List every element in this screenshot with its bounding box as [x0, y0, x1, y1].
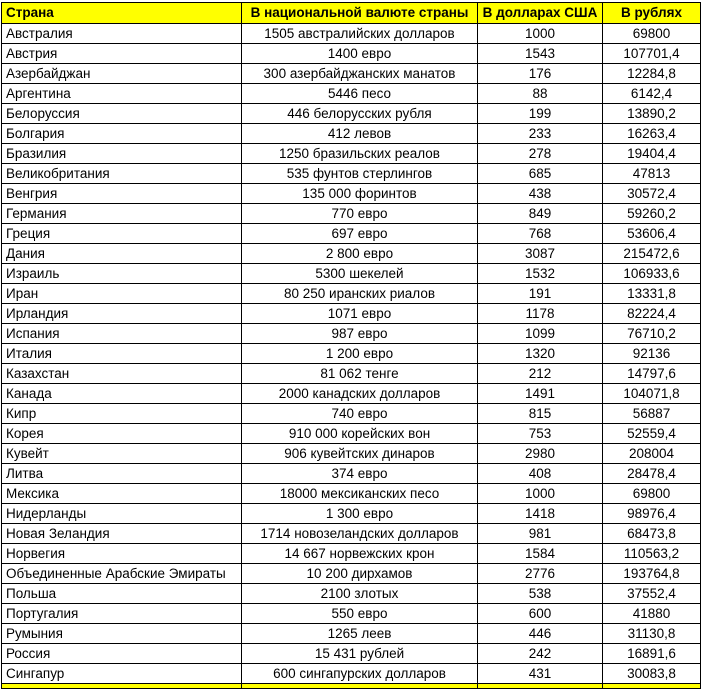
- cell-usd: 2776: [478, 564, 603, 584]
- cell-usd: 538: [478, 584, 603, 604]
- table-row: [2, 344, 701, 364]
- table-row: [2, 304, 701, 324]
- cell-national-currency: 535 фунтов стерлингов: [242, 164, 478, 184]
- cell-country: Бразилия: [2, 144, 242, 164]
- cell-country: Венгрия: [2, 184, 242, 204]
- cell-national-currency: 446 белорусских рубля: [242, 104, 478, 124]
- header-row: [2, 3, 701, 24]
- table-body: [2, 24, 701, 689]
- cell-country: Испания: [2, 324, 242, 344]
- cell-rub: 30083,8: [603, 664, 701, 684]
- cell-national-currency: 906 кувейтских динаров: [242, 444, 478, 464]
- cell-usd: 2980: [478, 444, 603, 464]
- cell-country: Болгария: [2, 124, 242, 144]
- cell-rub: 30572,4: [603, 184, 701, 204]
- table-row: [2, 44, 701, 64]
- cell-usd: 981: [478, 524, 603, 544]
- cell-country: Казахстан: [2, 364, 242, 384]
- cell-usd: 199: [478, 104, 603, 124]
- cell-rub: 41880: [603, 604, 701, 624]
- table-row: [2, 264, 701, 284]
- cell-national-currency: 18000 мексиканских песо: [242, 484, 478, 504]
- cell-country: Новая Зеландия: [2, 524, 242, 544]
- cell-national-currency: 81 062 тенге: [242, 364, 478, 384]
- table-row: [2, 84, 701, 104]
- cell-rub: 6142,4: [603, 84, 701, 104]
- cell-partial: [478, 684, 603, 689]
- cell-rub: 13890,2: [603, 104, 701, 124]
- table-row: [2, 64, 701, 84]
- cell-country: Объединенные Арабские Эмираты: [2, 564, 242, 584]
- cell-country: Корея: [2, 424, 242, 444]
- cell-national-currency: 15 431 рублей: [242, 644, 478, 664]
- cell-rub: 106933,6: [603, 264, 701, 284]
- table-row: [2, 484, 701, 504]
- cell-country: Норвегия: [2, 544, 242, 564]
- cell-national-currency: 1 200 евро: [242, 344, 478, 364]
- cell-usd: 1320: [478, 344, 603, 364]
- cell-country: Польша: [2, 584, 242, 604]
- table-row-partial: [2, 684, 701, 689]
- cell-national-currency: 80 250 иранских риалов: [242, 284, 478, 304]
- cell-country: Великобритания: [2, 164, 242, 184]
- cell-usd: 212: [478, 364, 603, 384]
- cell-usd: 176: [478, 64, 603, 84]
- cell-national-currency: 5300 шекелей: [242, 264, 478, 284]
- salary-table: [1, 2, 701, 689]
- cell-usd: 685: [478, 164, 603, 184]
- cell-usd: 1532: [478, 264, 603, 284]
- cell-country: Сингапур: [2, 664, 242, 684]
- cell-usd: 1543: [478, 44, 603, 64]
- cell-national-currency: 2100 злотых: [242, 584, 478, 604]
- table-row: [2, 444, 701, 464]
- table-row: [2, 564, 701, 584]
- cell-national-currency: 1400 евро: [242, 44, 478, 64]
- cell-usd: 1418: [478, 504, 603, 524]
- cell-usd: 1584: [478, 544, 603, 564]
- cell-country: Австрия: [2, 44, 242, 64]
- cell-rub: 37552,4: [603, 584, 701, 604]
- cell-national-currency: 697 евро: [242, 224, 478, 244]
- header-country: Страна: [2, 3, 242, 24]
- cell-rub: 69800: [603, 484, 701, 504]
- cell-national-currency: 135 000 форинтов: [242, 184, 478, 204]
- cell-partial: [2, 684, 242, 689]
- table-row: [2, 624, 701, 644]
- cell-rub: 110563,2: [603, 544, 701, 564]
- table-row: [2, 164, 701, 184]
- cell-country: Азербайджан: [2, 64, 242, 84]
- cell-usd: 753: [478, 424, 603, 444]
- cell-country: Израиль: [2, 264, 242, 284]
- table-row: [2, 284, 701, 304]
- table-row: [2, 24, 701, 44]
- cell-rub: 215472,6: [603, 244, 701, 264]
- cell-rub: 13331,8: [603, 284, 701, 304]
- table-row: [2, 584, 701, 604]
- table-row: [2, 364, 701, 384]
- cell-national-currency: 1714 новозеландских долларов: [242, 524, 478, 544]
- cell-national-currency: 600 сингапурских долларов: [242, 664, 478, 684]
- cell-country: Нидерланды: [2, 504, 242, 524]
- cell-country: Румыния: [2, 624, 242, 644]
- cell-usd: 1491: [478, 384, 603, 404]
- header-usd: В долларах США: [478, 3, 603, 24]
- table-row: [2, 664, 701, 684]
- cell-usd: 1178: [478, 304, 603, 324]
- cell-partial: [242, 684, 478, 689]
- cell-rub: 76710,2: [603, 324, 701, 344]
- cell-rub: 69800: [603, 24, 701, 44]
- cell-usd: 431: [478, 664, 603, 684]
- table-row: [2, 124, 701, 144]
- cell-national-currency: 412 левов: [242, 124, 478, 144]
- cell-national-currency: 5446 песо: [242, 84, 478, 104]
- cell-national-currency: 740 евро: [242, 404, 478, 424]
- cell-country: Кипр: [2, 404, 242, 424]
- cell-country: Мексика: [2, 484, 242, 504]
- table-row: [2, 604, 701, 624]
- cell-national-currency: 2 800 евро: [242, 244, 478, 264]
- cell-national-currency: 1 300 евро: [242, 504, 478, 524]
- cell-national-currency: 1505 австралийских долларов: [242, 24, 478, 44]
- cell-usd: 849: [478, 204, 603, 224]
- header-national-currency: В национальной валюте страны: [242, 3, 478, 24]
- cell-rub: 28478,4: [603, 464, 701, 484]
- cell-usd: 3087: [478, 244, 603, 264]
- cell-rub: 92136: [603, 344, 701, 364]
- cell-country: Ирландия: [2, 304, 242, 324]
- cell-rub: 14797,6: [603, 364, 701, 384]
- cell-partial: [603, 684, 701, 689]
- cell-country: Литва: [2, 464, 242, 484]
- cell-rub: 19404,4: [603, 144, 701, 164]
- table-row: [2, 504, 701, 524]
- cell-country: Австралия: [2, 24, 242, 44]
- cell-usd: 88: [478, 84, 603, 104]
- cell-national-currency: 10 200 дирхамов: [242, 564, 478, 584]
- cell-national-currency: 1265 леев: [242, 624, 478, 644]
- cell-country: Германия: [2, 204, 242, 224]
- cell-national-currency: 14 667 норвежских крон: [242, 544, 478, 564]
- table-row: [2, 544, 701, 564]
- table-row: [2, 244, 701, 264]
- cell-usd: 1099: [478, 324, 603, 344]
- table-row: [2, 404, 701, 424]
- cell-national-currency: 770 евро: [242, 204, 478, 224]
- cell-rub: 107701,4: [603, 44, 701, 64]
- table-row: [2, 424, 701, 444]
- cell-rub: 82224,4: [603, 304, 701, 324]
- cell-rub: 59260,2: [603, 204, 701, 224]
- cell-country: Италия: [2, 344, 242, 364]
- cell-rub: 12284,8: [603, 64, 701, 84]
- cell-national-currency: 910 000 корейских вон: [242, 424, 478, 444]
- table-row: [2, 464, 701, 484]
- cell-country: Аргентина: [2, 84, 242, 104]
- cell-national-currency: 1071 евро: [242, 304, 478, 324]
- cell-rub: 53606,4: [603, 224, 701, 244]
- cell-rub: 16263,4: [603, 124, 701, 144]
- cell-usd: 408: [478, 464, 603, 484]
- cell-usd: 233: [478, 124, 603, 144]
- cell-usd: 815: [478, 404, 603, 424]
- cell-usd: 438: [478, 184, 603, 204]
- table-row: [2, 524, 701, 544]
- cell-usd: 1000: [478, 484, 603, 504]
- table-row: [2, 104, 701, 124]
- table-row: [2, 144, 701, 164]
- cell-country: Кувейт: [2, 444, 242, 464]
- cell-rub: 68473,8: [603, 524, 701, 544]
- cell-rub: 16891,6: [603, 644, 701, 664]
- cell-national-currency: 987 евро: [242, 324, 478, 344]
- cell-rub: 56887: [603, 404, 701, 424]
- cell-country: Россия: [2, 644, 242, 664]
- table-row: [2, 184, 701, 204]
- cell-usd: 768: [478, 224, 603, 244]
- cell-country: Португалия: [2, 604, 242, 624]
- table-row: [2, 644, 701, 664]
- cell-rub: 31130,8: [603, 624, 701, 644]
- cell-country: Иран: [2, 284, 242, 304]
- cell-country: Греция: [2, 224, 242, 244]
- cell-rub: 104071,8: [603, 384, 701, 404]
- cell-rub: 193764,8: [603, 564, 701, 584]
- cell-usd: 278: [478, 144, 603, 164]
- cell-usd: 600: [478, 604, 603, 624]
- table-row: [2, 384, 701, 404]
- cell-country: Белоруссия: [2, 104, 242, 124]
- table-row: [2, 204, 701, 224]
- cell-rub: 52559,4: [603, 424, 701, 444]
- cell-country: Дания: [2, 244, 242, 264]
- cell-usd: 446: [478, 624, 603, 644]
- cell-country: Канада: [2, 384, 242, 404]
- cell-national-currency: 374 евро: [242, 464, 478, 484]
- cell-national-currency: 300 азербайджанских манатов: [242, 64, 478, 84]
- cell-usd: 242: [478, 644, 603, 664]
- header-rub: В рублях: [603, 3, 701, 24]
- cell-rub: 47813: [603, 164, 701, 184]
- table-row: [2, 224, 701, 244]
- cell-national-currency: 2000 канадских долларов: [242, 384, 478, 404]
- cell-national-currency: 1250 бразильских реалов: [242, 144, 478, 164]
- table-row: [2, 324, 701, 344]
- cell-rub: 208004: [603, 444, 701, 464]
- cell-usd: 191: [478, 284, 603, 304]
- cell-rub: 98976,4: [603, 504, 701, 524]
- cell-usd: 1000: [478, 24, 603, 44]
- cell-national-currency: 550 евро: [242, 604, 478, 624]
